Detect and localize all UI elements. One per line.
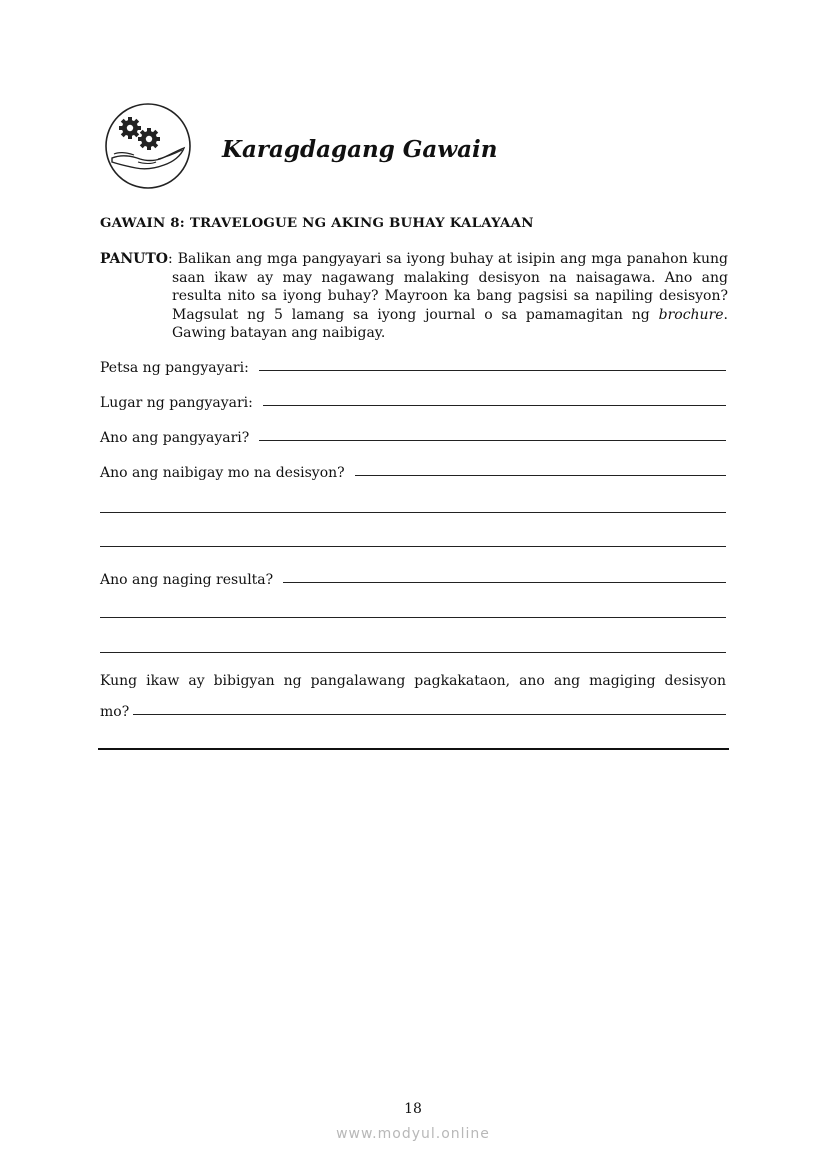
- instructions-italic-term: brochure: [658, 306, 724, 323]
- watermark: www.modyul.online: [336, 1126, 490, 1142]
- event-label: Ano ang pangyayari?: [100, 430, 250, 446]
- instructions-text: Balikan ang mga pangyayari sa iyong buhay at isipin ang mga panahon kung saan ikaw ay may nagawang malaking desisyon na naisagawa. Ano ang resulta nito sa iyong buhay? Mayroon ka bang pagsisi sa napiling desisyon? Magsulat ng 5 lamang sa iyong journal o sa pamamagitan ng: [172, 251, 728, 323]
- second-chance-row: [100, 700, 726, 720]
- decision-blank-line-2[interactable]: [100, 546, 726, 547]
- date-answer-line[interactable]: [259, 370, 726, 371]
- decision-answer-line[interactable]: [355, 475, 726, 476]
- place-label: Lugar ng pangyayari:: [100, 395, 253, 411]
- page-number: 18: [404, 1101, 422, 1117]
- instructions: [100, 250, 728, 343]
- result-blank-line-2[interactable]: [100, 652, 726, 653]
- second-chance-answer-line[interactable]: [133, 714, 726, 715]
- event-row: [100, 426, 726, 446]
- gears-over-hand-icon: [104, 102, 192, 190]
- decision-row: [100, 461, 726, 481]
- instructions-colon: :: [168, 251, 173, 267]
- result-blank-line-1[interactable]: [100, 617, 726, 618]
- date-label: Petsa ng pangyayari:: [100, 360, 249, 376]
- decision-blank-line-1[interactable]: [100, 512, 726, 513]
- section-title: Karagdagang Gawain: [222, 136, 498, 163]
- date-row: [100, 356, 726, 376]
- place-row: [100, 391, 726, 411]
- section-divider: [98, 748, 729, 750]
- instructions-label: PANUTO: [100, 251, 168, 267]
- place-answer-line[interactable]: [263, 405, 726, 406]
- instructions-text-end: . Gawing batayan ang naibigay.: [172, 306, 728, 341]
- instructions-body: [172, 250, 728, 343]
- event-answer-line[interactable]: [259, 440, 726, 441]
- result-row: [100, 568, 726, 588]
- result-label: Ano ang naging resulta?: [100, 572, 274, 588]
- result-answer-line[interactable]: [283, 582, 726, 583]
- decision-label: Ano ang naibigay mo na desisyon?: [100, 465, 345, 481]
- second-chance-question: Kung ikaw ay bibigyan ng pangalawang pagkakataon, ano ang magiging desisyon: [100, 673, 726, 689]
- second-chance-label-end: mo?: [100, 704, 130, 720]
- activity-title: GAWAIN 8: TRAVELOGUE NG AKING BUHAY KALAYAAN: [100, 215, 534, 231]
